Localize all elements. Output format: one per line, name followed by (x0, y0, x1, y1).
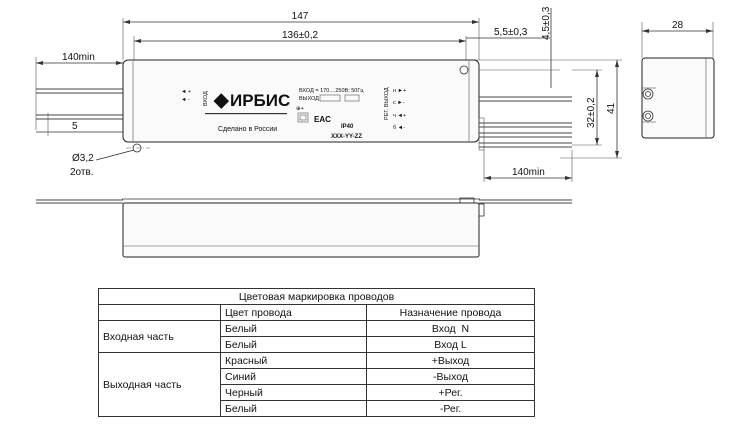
top-view (36, 6, 622, 182)
table-title: Цветовая маркировка проводов (99, 289, 535, 305)
svg-text:с ►-: с ►- (393, 100, 405, 106)
group-output: Выходная часть (99, 353, 221, 417)
dim-tab-offset: 5,5±0,3 (494, 27, 528, 38)
table-row (99, 321, 535, 337)
dim-lead-pitch: 32±0,2 (586, 97, 597, 128)
front-view-housing (123, 203, 479, 257)
ip-rating: IP40 (341, 124, 354, 130)
wire-color: Белый (221, 401, 367, 417)
wire-purpose: +Выход (367, 353, 535, 369)
wire-purpose: +Рег. (367, 385, 535, 401)
brand-name: ИРБИС (230, 91, 291, 110)
dim-hole-diameter: Ø3,2 (72, 153, 94, 164)
svg-text:б ◄-: б ◄- (393, 125, 405, 131)
label-vertical-word: ВХОД (203, 91, 209, 106)
wire-color: Белый (221, 321, 367, 337)
spec-input-voltage: ВХОД = 170....250В; 50Гц (299, 88, 364, 94)
end-view-housing (642, 58, 714, 138)
polarity-symbol: ⊕+ (296, 106, 304, 112)
wire-purpose: Вход L (367, 337, 535, 353)
dim-top-offset: 4,5±0,3 (541, 6, 552, 40)
dim-overall-length: 147 (291, 11, 309, 22)
group-input: Входная часть (99, 321, 221, 353)
dim-mount-spacing: 136±0,2 (281, 30, 319, 41)
dim-right-lead-length: 140min (512, 167, 545, 178)
svg-text:◄ +: ◄ + (181, 89, 192, 95)
svg-text:н ►+: н ►+ (393, 88, 407, 94)
model-code: XXX-YY-ZZ (331, 134, 363, 140)
dim-depth: 28 (672, 20, 684, 31)
wire-purpose: -Выход (367, 369, 535, 385)
table-header-purpose: Назначение провода (367, 305, 535, 321)
table-header-color: Цвет провода (221, 305, 367, 321)
svg-text:ч ◄+: ч ◄+ (393, 113, 407, 119)
svg-text:◄ -: ◄ - (181, 97, 190, 103)
dim-left-lead-length: 140min (62, 52, 95, 63)
front-view (36, 198, 572, 257)
wire-color: Красный (221, 353, 367, 369)
output-leads (479, 97, 572, 150)
dim-lead-offset: 5 (72, 121, 78, 132)
eac-mark: EAC (314, 115, 331, 124)
spec-output: ВЫХОД (299, 96, 319, 102)
wire-purpose: -Рег. (367, 401, 535, 417)
dim-hole-count: 2отв. (70, 167, 94, 178)
made-in-russia: Сделано в России (218, 126, 278, 133)
end-view (642, 20, 714, 138)
wire-color: Белый (221, 337, 367, 353)
table-header-empty (99, 305, 221, 321)
wire-color: Синий (221, 369, 367, 385)
table-row (99, 353, 535, 369)
wire-color: Черный (221, 385, 367, 401)
wire-purpose: Вход N (367, 321, 535, 337)
label-side-text: РЕГ. ВЫХОД (384, 87, 390, 120)
brand-logo-mark: ◆ (214, 90, 229, 111)
wire-color-table (98, 288, 535, 417)
dim-height: 41 (606, 102, 617, 114)
